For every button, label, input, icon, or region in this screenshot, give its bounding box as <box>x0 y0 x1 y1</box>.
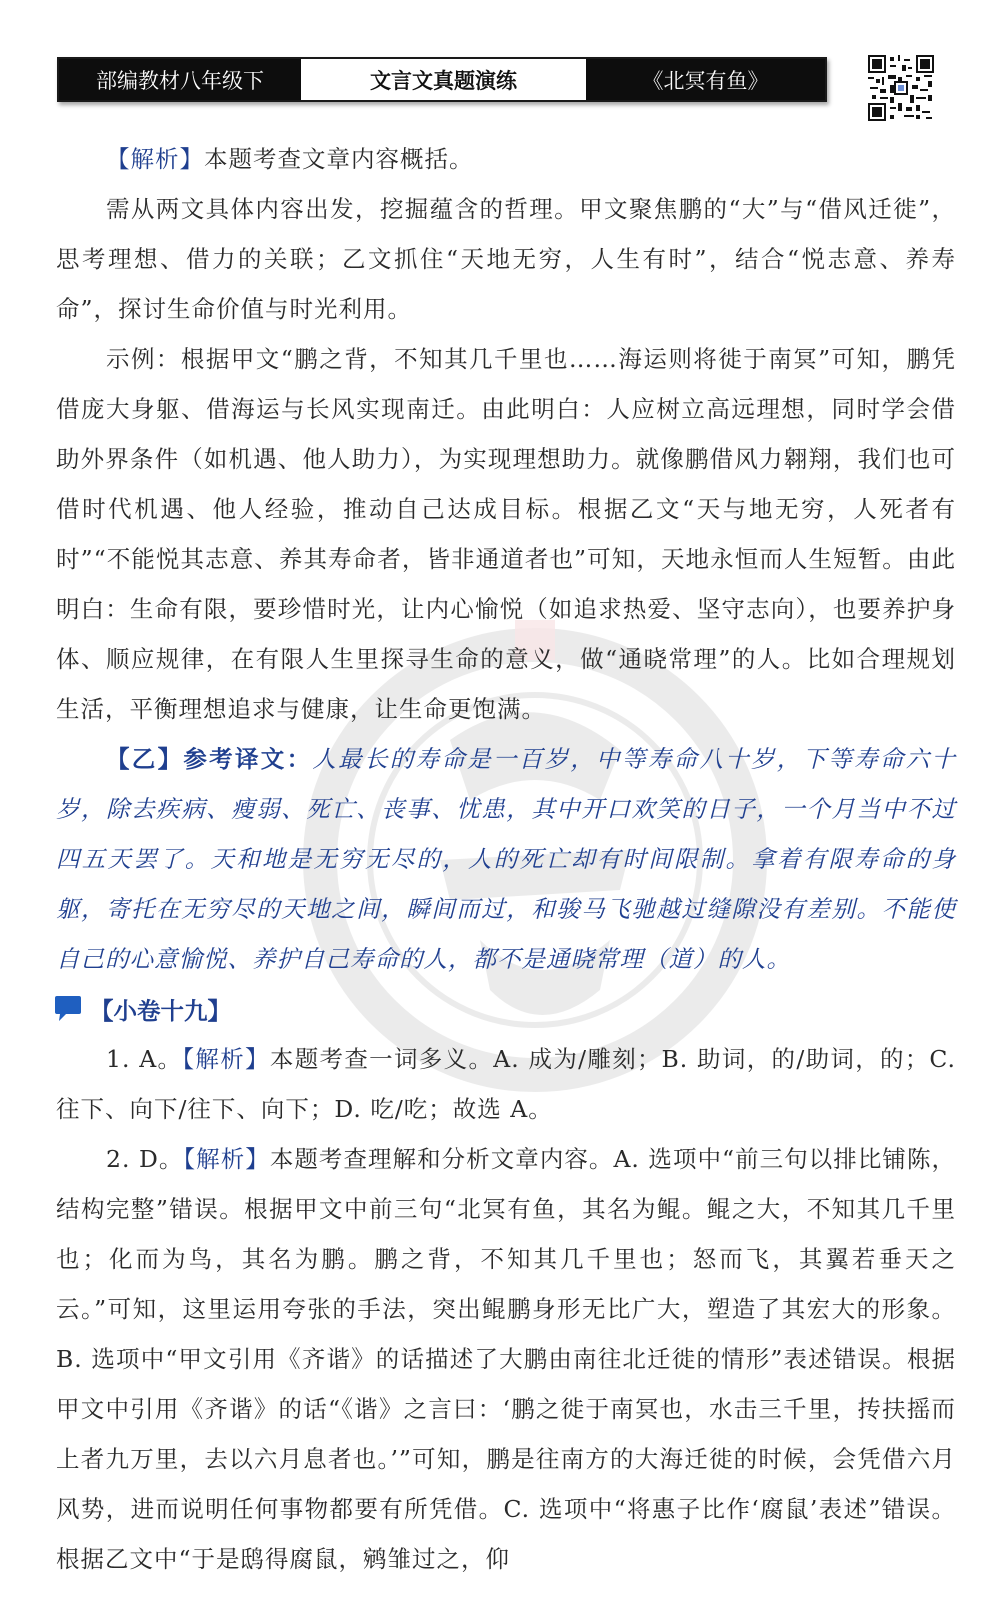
chat-bubble-icon <box>54 996 82 1022</box>
translation-paragraph <box>56 734 956 984</box>
header-bar <box>57 57 827 102</box>
page-content <box>56 134 956 1584</box>
analysis-line <box>56 134 956 184</box>
q1-text: 本题考查一词多义。A. 成为/雕刻；B. 助词，的/助词，的；C. 往下、向下/往下、向下；D. 吃/吃；故选 A。 <box>56 1045 956 1123</box>
header-grade-label: 部编教材八年级下 <box>59 59 301 100</box>
section-heading <box>56 984 956 1034</box>
q2-number: 2. D。 <box>106 1145 184 1173</box>
qr-code-icon <box>868 55 934 121</box>
analysis-text: 本题考查文章内容概括。 <box>204 145 474 173</box>
question-2 <box>56 1134 956 1584</box>
q2-tag: 【解析】 <box>183 1145 270 1173</box>
paragraph-2: 示例：根据甲文“鹏之背，不知其几千里也……海运则将徙于南冥”可知，鹏凭借庞大身躯、借海运与长风实现南迁。由此明白：人应树立高远理想，同时学会借助外界条件（如机遇、他人助力），为实现理想助力。就像鹏借风力翱翔，我们也可借时代机遇、他人经验，推动自己达成目标。根据乙文“天与地无穷，人死者有时”“不能悦其志意、养其寿命者，皆非通道者也”可知，天地永恒而人生短暂。由此明白：生命有限，要珍惜时光，让内心愉悦（如追求热爱、坚守志向），也要养护身体、顺应规律，在有限人生里探寻生命的意义，做“通晓常理”的人。比如合理规划生活，平衡理想追求与健康，让生命更饱满。 <box>56 345 956 723</box>
analysis-tag: 【解析】 <box>106 145 204 173</box>
header-lesson-title: 《北冥有鱼》 <box>586 59 825 100</box>
header-series-title: 文言文真题演练 <box>301 59 586 100</box>
q2-text: 本题考查理解和分析文章内容。A. 选项中“前三句以排比铺陈，结构完整”错误。根据甲文中前三句“北冥有鱼，其名为鲲。鲲之大，不知其几千里也；化而为鸟，其名为鹏。鹏之背，不知其几千里也；怒而飞，其翼若垂天之云。”可知，这里运用夸张的手法，突出鲲鹏身形无比广大，塑造了其宏大的形象。B. 选项中“甲文引用《齐谐》的话描述了大鹏由南往北迁徙的情形”表述错误。根据甲文中引用《齐谐》的话“《谐》之言曰：‘鹏之徙于南冥也，水击三千里，抟扶摇而上者九万里，去以六月息者也。’”可知，鹏是往南方的大海迁徙的时候，会凭借六月风势，进而说明任何事物都要有所凭借。C. 选项中“将惠子比作‘腐鼠’表述”错误。根据乙文中“于是鸱得腐鼠，鹓雏过之，仰 <box>56 1145 956 1573</box>
paragraph-1: 需从两文具体内容出发，挖掘蕴含的哲理。甲文聚焦鹏的“大”与“借风迁徙”，思考理想、借力的关联；乙文抓住“天地无穷，人生有时”，结合“悦志意、养寿命”，探讨生命价值与时光利用。 <box>56 195 956 323</box>
section-title: 【小卷十九】 <box>90 997 231 1025</box>
translation-lead: 【乙】参考译文： <box>106 745 313 773</box>
q1-tag: 【解析】 <box>182 1045 270 1073</box>
q1-number: 1. A。 <box>106 1045 183 1073</box>
translation-text: 人最长的寿命是一百岁，中等寿命八十岁，下等寿命六十岁，除去疾病、瘦弱、死亡、丧事、忧患，其中开口欢笑的日子，一个月当中不过四五天罢了。天和地是无穷无尽的，人的死亡却有时间限制。拿着有限寿命的身躯，寄托在无穷尽的天地之间，瞬间而过，和骏马飞驰越过缝隙没有差别。不能使自己的心意愉悦、养护自己寿命的人，都不是通晓常理（道）的人。 <box>56 745 956 973</box>
question-1 <box>56 1034 956 1134</box>
